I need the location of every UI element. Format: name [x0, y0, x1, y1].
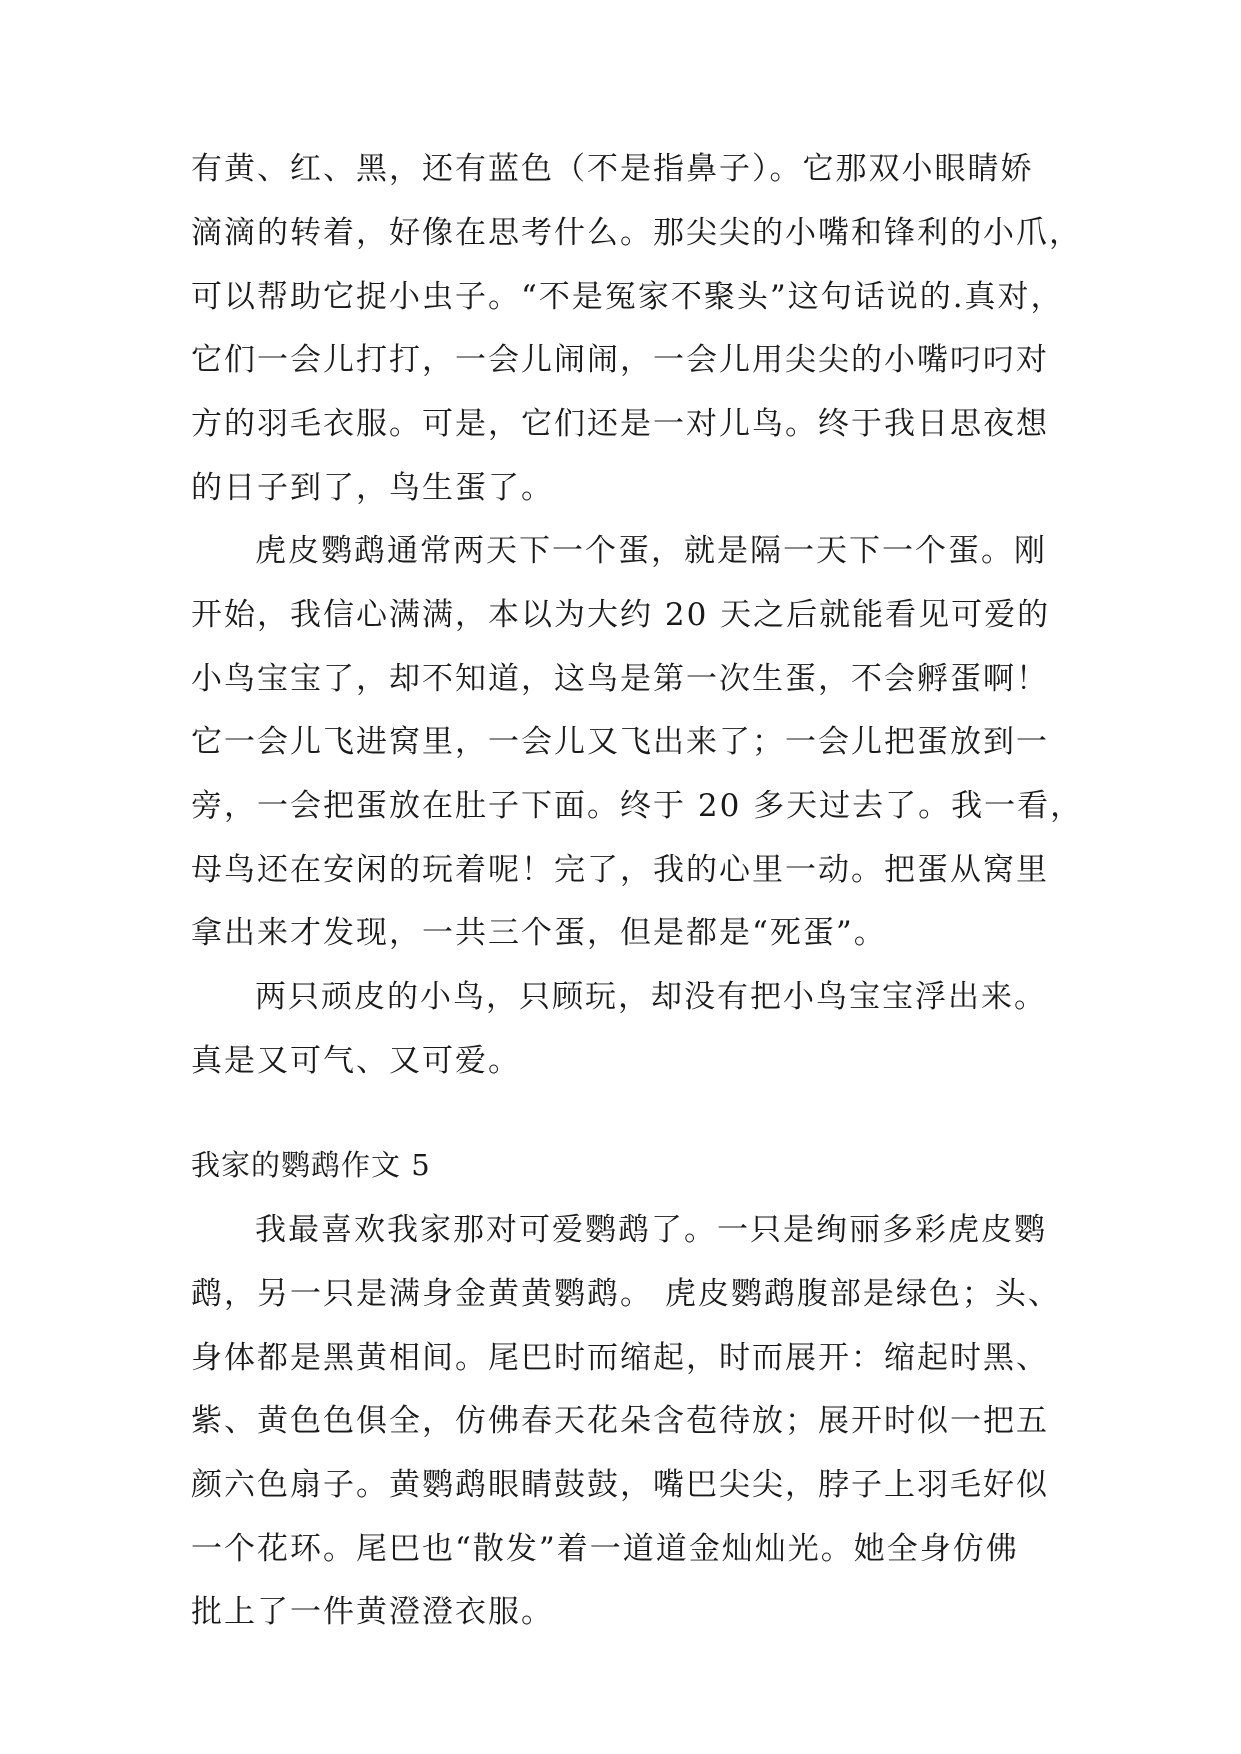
paragraph-line: 开始，我信心满满，本以为大约 20 天之后就能看见可爱的	[191, 597, 1051, 633]
paragraph-line: 鹉，另一只是满身金黄黄鹦鹉。 虎皮鹦鹉腹部是绿色；头、	[191, 1276, 1061, 1312]
paragraph-line: 紫、黄色色俱全，仿佛春天花朵含苞待放；展开时似一把五	[191, 1403, 1049, 1439]
paragraph-line: 两只顽皮的小鸟，只顾玩，却没有把小鸟宝宝浮出来。	[255, 979, 1047, 1015]
paragraph-line: 可以帮助它捉小虫子。“不是冤家不聚头”这句话说的.真对，	[191, 279, 1064, 315]
paragraph-line: 小鸟宝宝了，却不知道，这鸟是第一次生蛋，不会孵蛋啊！	[191, 661, 1049, 697]
paragraph-line: 我最喜欢我家那对可爱鹦鹉了。一只是绚丽多彩虎皮鹦	[255, 1212, 1047, 1248]
paragraph-line: 母鸟还在安闲的玩着呢！完了，我的心里一动。把蛋从窝里	[191, 852, 1049, 888]
paragraph-line: 真是又可气、又可爱。	[191, 1043, 521, 1079]
paragraph-line: 它一会儿飞进窝里，一会儿又飞出来了；一会儿把蛋放到一	[191, 724, 1049, 760]
paragraph-line: 虎皮鹦鹉通常两天下一个蛋，就是隔一天下一个蛋。刚	[255, 533, 1047, 569]
paragraph-line: 旁，一会把蛋放在肚子下面。终于 20 多天过去了。我一看，	[191, 788, 1084, 824]
paragraph-line: 的日子到了，鸟生蛋了。	[191, 470, 554, 506]
paragraph-line: 一个花环。尾巴也“散发”着一道道金灿灿光。她全身仿佛	[191, 1531, 1019, 1567]
paragraph-line: 身体都是黑黄相间。尾巴时而缩起，时而展开：缩起时黑、	[191, 1340, 1049, 1376]
paragraph-line: 颜六色扇子。黄鹦鹉眼睛鼓鼓，嘴巴尖尖，脖子上羽毛好似	[191, 1467, 1049, 1503]
paragraph-line: 拿出来才发现，一共三个蛋，但是都是“死蛋”。	[191, 915, 887, 951]
paragraph-line: 有黄、红、黑，还有蓝色（不是指鼻子）。它那双小眼睛娇	[191, 151, 1034, 187]
paragraph-line: 方的羽毛衣服。可是，它们还是一对儿鸟。终于我日思夜想	[191, 406, 1049, 442]
paragraph-line: 批上了一件黄澄澄衣服。	[191, 1594, 554, 1630]
paragraph-line: 它们一会儿打打，一会儿闹闹，一会儿用尖尖的小嘴叼叼对	[191, 342, 1049, 378]
paragraph-line: 滴滴的转着，好像在思考什么。那尖尖的小嘴和锋利的小爪，	[191, 215, 1082, 251]
section-heading: 我家的鹦鹉作文 5	[191, 1148, 431, 1182]
